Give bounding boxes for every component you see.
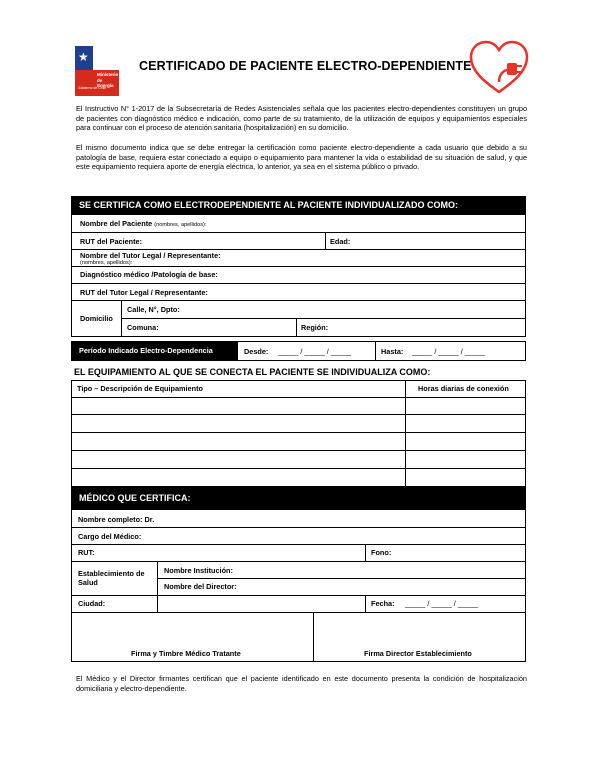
row-divider [71, 612, 526, 613]
director-signature-label: Firma Director Establecimiento [364, 649, 472, 658]
doctor-phone-label: Fono: [371, 548, 392, 557]
row-divider [71, 595, 526, 596]
logo-ministry-text: Ministerio de Energía [97, 72, 119, 88]
patient-name-label-text: Nombre del Paciente [80, 219, 153, 228]
col-divider [365, 544, 366, 561]
institution-name-label: Nombre Institución: [164, 566, 233, 575]
tutor-name-hint: (nombres, apellidos): [80, 260, 133, 266]
date-label: Fecha: [371, 599, 395, 608]
row-divider [71, 266, 526, 267]
logo-text-block [95, 70, 119, 96]
from-label: Desde: [244, 347, 269, 356]
director-name-label: Nombre del Director: [164, 582, 237, 591]
col-divider [375, 341, 376, 361]
logo-government-text: Gobierno de Chile [78, 86, 107, 90]
street-label: Calle, N°, Dpto: [127, 305, 180, 314]
doctor-full-name-label: Nombre completo: Dr. [78, 515, 155, 524]
row-divider [71, 300, 526, 301]
row-divider [71, 414, 526, 415]
ministry-logo [75, 46, 119, 96]
intro-paragraph-1: El Instructivo N° 1-2017 de la Subsecretaría de Redes Asistenciales señala que los pacientes electro-dependientes constituyen un grupo de pacientes con diagnóstico médico e indicación, como parte de su tratamiento, de la utilización de equipos y equipamientos especiales para continuar con el proceso de atención sanitaria (hospitalización) en su domicilio. [76, 104, 527, 133]
footer-note: El Médico y el Director firmantes certifican que el paciente identificado en este documento presenta la condición de hospitalización domiciliaria y electro-dependiente. [76, 674, 527, 693]
col-divider [365, 595, 366, 612]
doctor-section-header: MÉDICO QUE CERTIFICA: [71, 487, 526, 510]
patient-age-label: Edad: [330, 237, 351, 246]
star-icon: ★ [78, 50, 89, 64]
doctor-position-label: Cargo del Médico: [78, 532, 142, 541]
row-divider [71, 527, 526, 528]
address-label: Domicilio [80, 314, 113, 323]
equipment-section-header: EL EQUIPAMIENTO AL QUE SE CONECTA EL PACIENTE SE INDIVIDUALIZA COMO: [74, 367, 431, 377]
equipment-type-header: Tipo – Descripción de Equipamiento [77, 384, 203, 393]
doctor-rut-label: RUT: [78, 548, 95, 557]
row-divider [121, 318, 526, 319]
page-title: CERTIFICADO DE PACIENTE ELECTRO-DEPENDIENTE [139, 59, 472, 73]
row-divider [71, 397, 526, 398]
row-divider [157, 578, 526, 579]
row-divider [71, 232, 526, 233]
heart-plug-icon [468, 40, 530, 96]
patient-section-header: SE CERTIFICA COMO ELECTRODEPENDIENTE AL PACIENTE INDIVIDUALIZADO COMO: [71, 196, 526, 215]
to-label: Hasta: [381, 347, 404, 356]
to-date-value: _____ / _____ / _____ [412, 347, 486, 356]
patient-name-hint: (nombres, apellidos): [154, 222, 207, 228]
from-date-value: _____ / _____ / _____ [278, 347, 352, 356]
city-label: Ciudad: [78, 599, 106, 608]
doctor-signature-label: Firma y Timbre Médico Tratante [131, 649, 241, 658]
period-label: Período Indicado Electro-Dependencia [71, 341, 238, 361]
row-divider [71, 432, 526, 433]
region-label: Región: [301, 323, 329, 332]
commune-label: Comuna: [127, 323, 159, 332]
row-divider [71, 283, 526, 284]
row-divider [71, 561, 526, 562]
row-divider [71, 544, 526, 545]
intro-paragraph-2: El mismo documento indica que se debe entregar la certificación como paciente electro-dependiente a cada usuario que debido a su patología de base, requiera estar conectado a equipo o equipamiento para mantener la vida o estabilidad de su situación de salud, y que este equipamiento requiera aporte de energía eléctrica, lo anterior, ya sea en el sistema público o privado. [76, 143, 527, 172]
tutor-name-label: Nombre del Tutor Legal / Representante: [80, 251, 221, 260]
row-divider [71, 450, 526, 451]
patient-name-label [80, 219, 206, 228]
row-divider [71, 249, 526, 250]
col-divider [121, 300, 122, 337]
logo-white-field [93, 46, 119, 70]
equipment-hours-header: Horas diarias de conexión [418, 384, 509, 393]
row-divider [71, 468, 526, 469]
facility-label: Establecimiento de Salud [78, 569, 145, 587]
col-divider [157, 561, 158, 612]
col-divider [296, 318, 297, 337]
diagnosis-label: Diagnóstico médico /Patología de base: [80, 270, 218, 279]
col-divider [313, 612, 314, 662]
tutor-rut-label: RUT del Tutor Legal / Representante: [80, 288, 208, 297]
logo-blue-field [75, 46, 93, 70]
date-value: _____ / _____ / _____ [405, 599, 479, 608]
col-divider [325, 232, 326, 249]
patient-rut-label: RUT del Paciente: [80, 237, 143, 246]
